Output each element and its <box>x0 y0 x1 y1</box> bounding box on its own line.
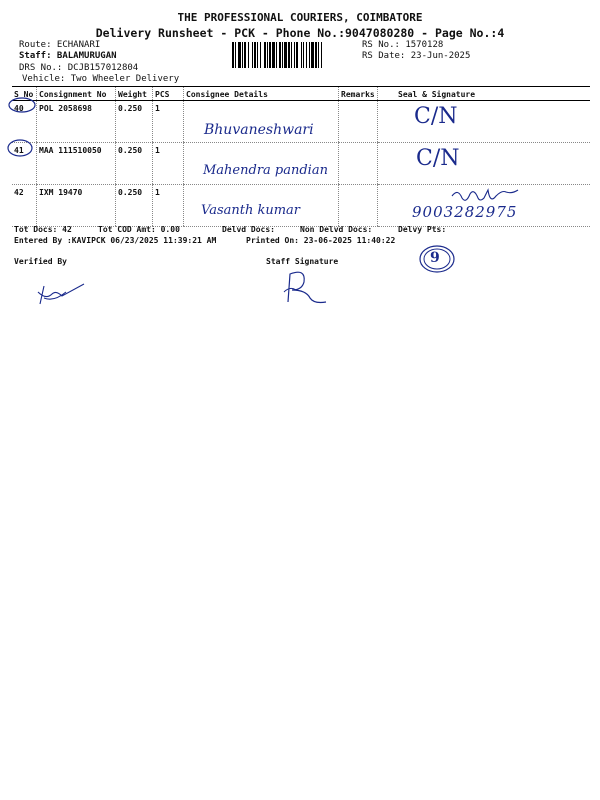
barcode <box>232 42 354 68</box>
handwritten-consignee-1: Bhuvaneshwari <box>204 122 314 138</box>
runsheet-subtitle: Delivery Runsheet - PCK - Phone No.:9047080280 - Page No.:4 <box>95 26 505 40</box>
row-weight: 0.250 <box>116 101 153 143</box>
rs-no-text: RS No.: 1570128 <box>362 40 444 50</box>
col-consignee: Consignee Details <box>184 87 339 101</box>
col-remarks: Remarks <box>339 87 378 101</box>
row-pcs: 1 <box>153 185 184 227</box>
printed-on: Printed On: 23-06-2025 11:40:22 <box>246 236 396 245</box>
row-sno: 41 <box>12 143 37 185</box>
col-weight: Weight <box>116 87 153 101</box>
tot-cod-amt: Tot COD Amt: 0.00 <box>98 225 180 234</box>
handwritten-seal-2: C/N <box>416 146 460 171</box>
row-sno: 40 <box>12 101 37 143</box>
vehicle-text: Vehicle: Two Wheeler Delivery <box>22 74 180 84</box>
route-text: Route: ECHANARI <box>19 40 101 50</box>
staff-signature <box>280 268 330 308</box>
delvy-pts: Delvy Pts: <box>398 225 447 234</box>
delvd-docs: Delvd Docs: <box>222 225 275 234</box>
circle-mark-41 <box>6 138 36 160</box>
circle-mark-40 <box>8 96 38 116</box>
row-weight: 0.250 <box>116 143 153 185</box>
table-header-row <box>12 87 590 101</box>
circled-count: 9 <box>430 250 440 266</box>
row-weight: 0.250 <box>116 185 153 227</box>
handwritten-signature-3 <box>450 186 520 204</box>
row-pcs: 1 <box>153 101 184 143</box>
handwritten-phone-3: 9003282975 <box>412 203 518 221</box>
row-sno: 42 <box>12 185 37 227</box>
drs-text: DRS No.: DCJB157012804 <box>19 63 139 73</box>
staff-text: Staff: BALAMURUGAN <box>19 51 117 61</box>
entered-by: Entered By :KAVIPCK 06/23/2025 11:39:21 AM <box>14 236 217 245</box>
row-consignment: IXM 19470 <box>37 185 116 227</box>
handwritten-seal-1: C/N <box>414 104 458 129</box>
col-seal: Seal & Signature <box>378 87 591 101</box>
staff-signature-label: Staff Signature <box>266 257 339 266</box>
col-pcs: PCS <box>153 87 184 101</box>
row-pcs: 1 <box>153 143 184 185</box>
col-sno: S No <box>12 87 37 101</box>
row-consignment: MAA 111510050 <box>37 143 116 185</box>
non-delvd-docs: Non Delvd Docs: <box>300 225 373 234</box>
verified-signature <box>34 282 90 308</box>
row-consignment: POL 2058698 <box>37 101 116 143</box>
col-consignment: Consignment No <box>37 87 116 101</box>
handwritten-consignee-3: Vasanth kumar <box>201 203 301 218</box>
handwritten-consignee-2: Mahendra pandian <box>203 163 328 178</box>
verified-by-label: Verified By <box>14 257 67 266</box>
tot-docs: Tot Docs: 42 <box>14 225 72 234</box>
company-title: THE PROFESSIONAL COURIERS, COIMBATORE <box>177 11 423 24</box>
rs-date-text: RS Date: 23-Jun-2025 <box>362 51 471 61</box>
